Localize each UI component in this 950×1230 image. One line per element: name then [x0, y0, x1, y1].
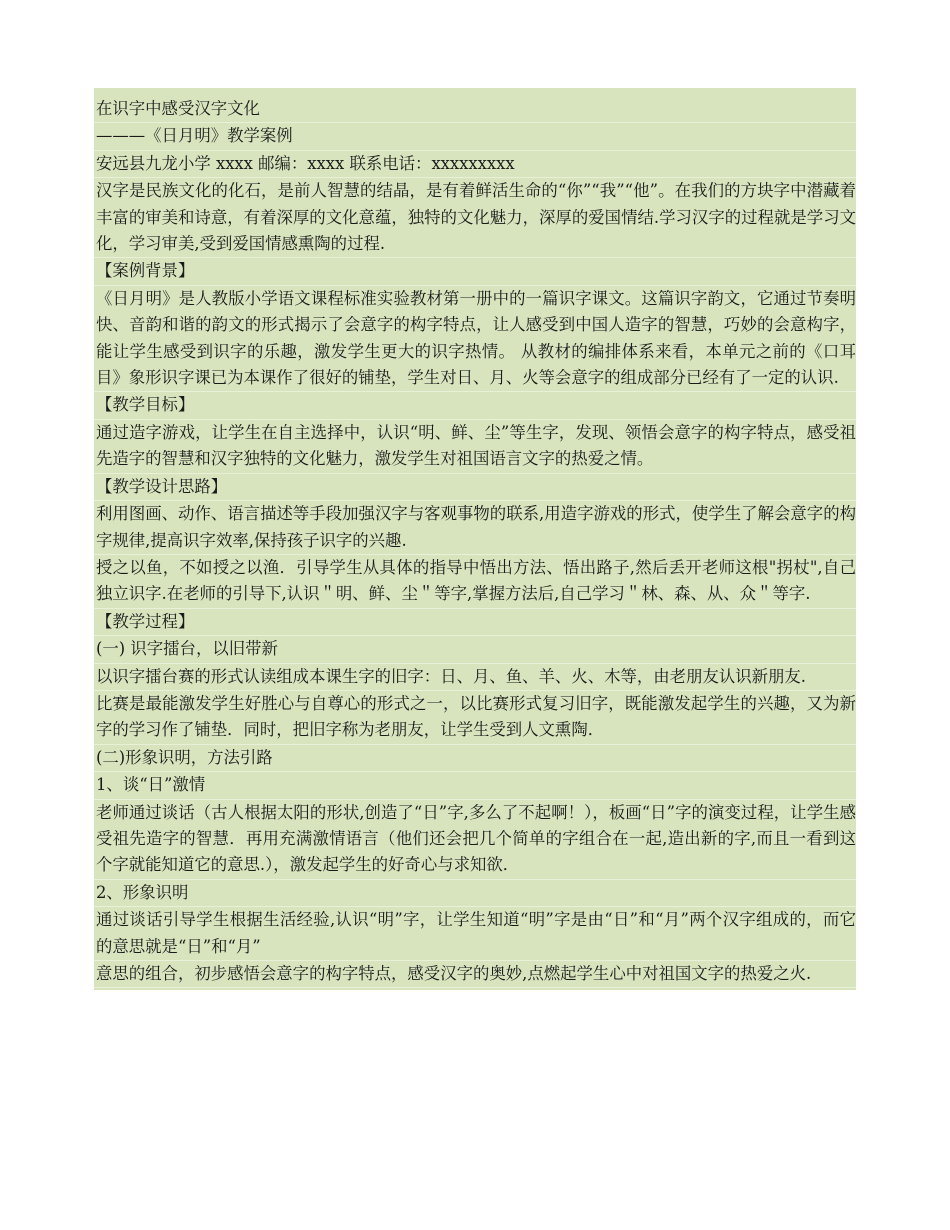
process-step-1-paragraph-2: 比赛是最能激发学生好胜心与自尊心的形式之一，以比赛形式复习旧字，既能激发起学生的兴趣，又为新字的学习作了铺垫．同时，把旧字称为老朋友，让学生受到人文熏陶． — [94, 691, 856, 745]
section-heading-goals: 【教学目标】 — [94, 392, 856, 419]
doc-title: 在识字中感受汉字文化 — [94, 96, 856, 123]
substep-2-paragraph-1: 通过谈话引导学生根据生活经验,认识“明”字，让学生知道“明”字是由“日”和“月”两个汉字组成的，而它的意思就是“日”和“月” — [94, 907, 856, 961]
goals-paragraph: 通过造字游戏，让学生在自主选择中，认识“明、鲜、尘”等生字，发现、领悟会意字的构字特点，感受祖先造字的智慧和汉字独特的文化魅力，激发学生对祖国语言文字的热爱之情。 — [94, 420, 856, 474]
document-body — [94, 88, 856, 990]
substep-2-paragraph-2: 意思的组合，初步感悟会意字的构字特点，感受汉字的奥妙,点燃起学生心中对祖国文字的热爱之火. — [94, 961, 856, 988]
intro-paragraph: 汉字是民族文化的化石，是前人智慧的结晶，是有着鲜活生命的“你”“我”“他”。在我们的方块字中潜藏着丰富的审美和诗意，有着深厚的文化意蕴，独特的文化魅力，深厚的爱国情结.学习汉字的过程就是学习文化，学习审美,受到爱国情感熏陶的过程. — [94, 178, 856, 258]
design-paragraph-1: 利用图画、动作、语言描述等手段加强汉字与客观事物的联系,用造字游戏的形式，使学生了解会意字的构字规律,提高识字效率,保持孩子识字的兴趣. — [94, 501, 856, 555]
process-step-1-heading: (一) 识字擂台，以旧带新 — [94, 636, 856, 663]
substep-1-paragraph: 老师通过谈话（古人根据太阳的形状,创造了“日”字,多么了不起啊！），板画“日”字的演变过程，让学生感受祖先造字的智慧．再用充满激情语言（他们还会把几个简单的字组合在一起,造出新的字,而且一看到这个字就能知道它的意思.），激发起学生的好奇心与求知欲． — [94, 800, 856, 880]
background-paragraph: 《日月明》是人教版小学语文课程标准实验教材第一册中的一篇识字课文。这篇识字韵文，它通过节奏明快、音韵和谐的韵文的形式揭示了会意字的构字特点，让人感受到中国人造字的智慧，巧妙的会意构字，能让学生感受到识字的乐趣，激发学生更大的识字热情。 从教材的编排体系来看，本单元之前的《口耳目》象形识字课已为本课作了很好的铺垫，学生对日、月、火等会意字的组成部分已经有了一定的认识. — [94, 286, 856, 393]
process-step-2-heading: (二)形象识明，方法引路 — [94, 745, 856, 772]
section-heading-process: 【教学过程】 — [94, 609, 856, 636]
process-step-1-paragraph-1: 以识字擂台赛的形式认读组成本课生字的旧字：日、月、鱼、羊、火、木等，由老朋友认识新朋友. — [94, 664, 856, 691]
doc-subtitle: ———《日月明》教学案例 — [94, 123, 856, 150]
design-paragraph-2: 授之以鱼，不如授之以渔．引导学生从具体的指导中悟出方法、悟出路子,然后丢开老师这根"拐杖",自己独立识字.在老师的引导下,认识＂明、鲜、尘＂等字,掌握方法后,自己学习＂林、森、从、众＂等字. — [94, 555, 856, 609]
section-heading-design: 【教学设计思路】 — [94, 474, 856, 501]
section-heading-background: 【案例背景】 — [94, 258, 856, 285]
author-info: 安远县九龙小学 xxxx 邮编：xxxx 联系电话：xxxxxxxxx — [94, 151, 856, 178]
substep-1-heading: 1、谈“日”激情 — [94, 772, 856, 799]
substep-2-heading: 2、形象识明 — [94, 880, 856, 907]
